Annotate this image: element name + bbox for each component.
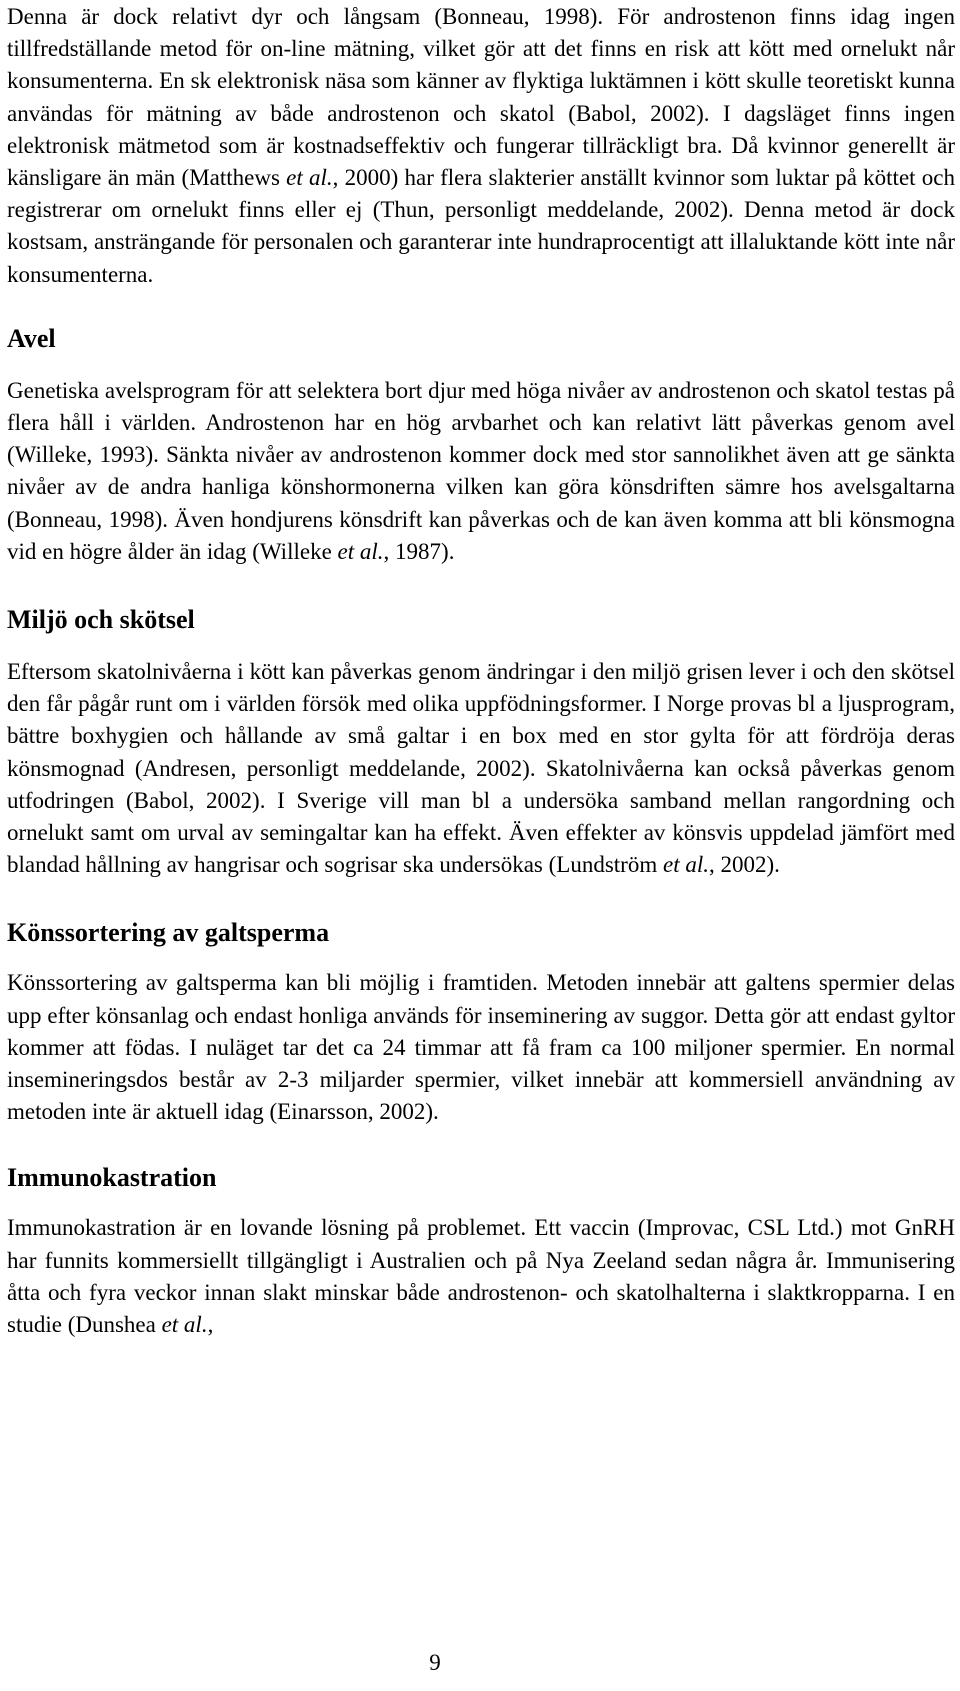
section-heading-avel: Avel bbox=[7, 323, 56, 353]
section-heading-konssortering: Könssortering av galtsperma bbox=[7, 918, 330, 948]
document-page bbox=[7, 0, 955, 1341]
immunokastration-text-part-1: Immunokastration är en lovande lösning på problemet. Ett vaccin (Improvac, CSL Ltd.) mot GnRH har funnits kommersiellt tillgängligt i Australien och på Nya Zeeland sedan några år. Immunisering åtta och fyra veckor innan slakt minskar både androstenon- och skatolhalterna i slaktkropparna. I en studie (Dunshea bbox=[7, 1215, 955, 1338]
miljo-text-part-2: , 2002). bbox=[708, 852, 780, 878]
section-heading-miljo: Miljö och skötsel bbox=[7, 605, 195, 635]
immunokastration-text-part-2: , bbox=[207, 1312, 214, 1338]
konssortering-paragraph bbox=[7, 967, 955, 1128]
intro-text-part-2: , 2000) har flera slakterier anställt kvinnor som luktar på köttet och registrerar om ornelukt finns eller ej (Thun, personligt meddelande, 2002). Denna metod är dock kostsam, ansträngande för personalen och garanterar inte hundraprocentigt att illaluktande kött inte når konsumenterna. bbox=[7, 165, 955, 287]
konssortering-text: Könssortering av galtsperma kan bli möjlig i framtiden. Metoden innebär att galtens spermier delas upp efter könsanlag och endast honliga används för inseminering av suggor. Detta gör att endast gyltor kommer att födas. I nuläget tar det ca 24 timmar att få fram ca 100 miljoner spermier. En normal insemineringsdos består av 2-3 miljarder spermier, vilket innebär att kommersiell användning av metoden inte är aktuell idag (Einarsson, 2002). bbox=[7, 970, 955, 1125]
miljo-paragraph bbox=[7, 656, 955, 881]
miljo-citation-italic: et al. bbox=[662, 852, 709, 878]
intro-text-part-1: Denna är dock relativt dyr och långsam (Bonneau, 1998). För androstenon finns idag ingen tillfredställande metod för on-line mätning, vilket gör att det finns en risk att kött med ornelukt når konsumenterna. En sk elektronisk näsa som känner av flyktiga luktämnen i kött skulle teoretiskt kunna användas för mätning av både androstenon och skatol (Babol, 2002). I dagsläget finns ingen elektronisk mätmetod som är kostnadseffektiv och fungerar tillräckligt bra. Då kvinnor generellt är känsligare än män (Matthews bbox=[7, 4, 955, 191]
miljo-text-part-1: Eftersom skatolnivåerna i kött kan påverkas genom ändringar i den miljö grisen lever i och den skötsel den får pågår runt om i världen försök med olika uppfödningsformer. I Norge provas bl a ljusprogram, bättre boxhygien och hållande av små galtar i en box med en stor gylta för att fördröja deras könsmognad (Andresen, personligt meddelande, 2002). Skatolnivåerna kan också påverkas genom utfodringen (Babol, 2002). I Sverige vill man bl a undersöka samband mellan rangordning och ornelukt samt om urval av semingaltar kan ha effekt. Även effekter av könsvis uppdelad jämfört med blandad hållning av hangrisar och sogrisar ska undersökas (Lundström bbox=[7, 659, 955, 878]
intro-citation-italic: et al. bbox=[286, 165, 333, 191]
intro-paragraph bbox=[7, 1, 955, 291]
avel-paragraph bbox=[7, 375, 955, 568]
avel-text-part-1: Genetiska avelsprogram för att selektera bort djur med höga nivåer av androstenon och skatol testas på flera håll i världen. Androstenon har en hög arvbarhet och kan relativt lätt påverkas genom avel (Willeke, 1993). Sänkta nivåer av androstenon kommer dock med stor sannolikhet även att ge sänkta nivåer av de andra hanliga könshormonerna vilken kan göra könsdriften sämre hos avelsgaltarna (Bonneau, 1998). Även hondjurens könsdrift kan påverkas och de kan även komma att bli könsmogna vid en högre ålder än idag (Willeke bbox=[7, 377, 955, 564]
immunokastration-paragraph bbox=[7, 1212, 955, 1341]
avel-citation-italic: et al. bbox=[337, 538, 384, 564]
avel-text-part-2: , 1987). bbox=[383, 538, 455, 564]
page-number: 9 bbox=[429, 1650, 441, 1675]
section-heading-immunokastration: Immunokastration bbox=[7, 1163, 217, 1193]
immunokastration-citation-italic: et al. bbox=[161, 1312, 208, 1338]
